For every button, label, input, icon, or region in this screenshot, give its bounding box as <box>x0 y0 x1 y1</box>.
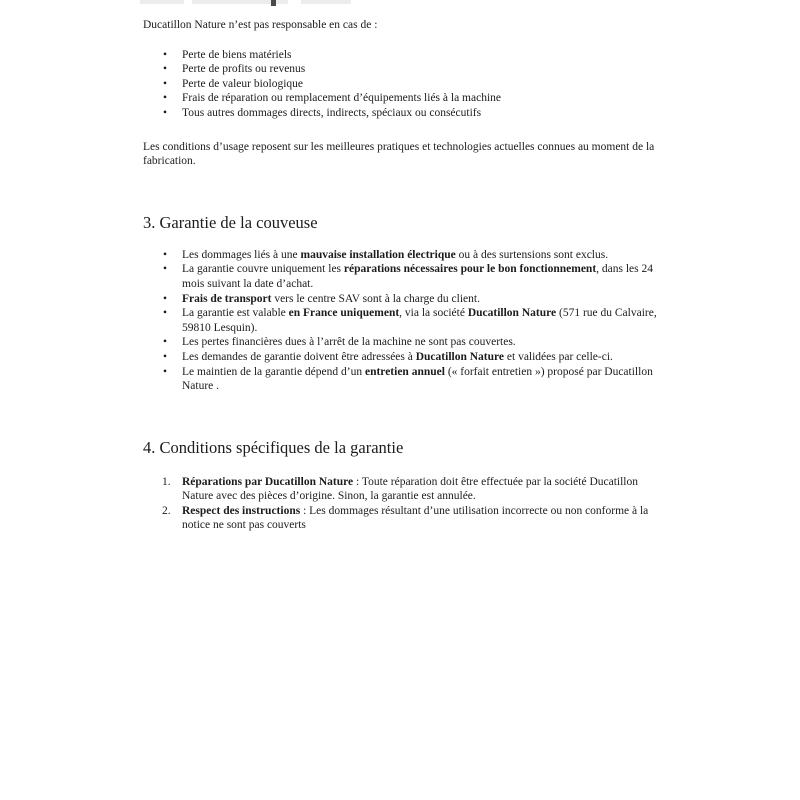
list-item: • Frais de réparation ou remplacement d’équipements liés à la machine <box>143 91 659 106</box>
list-item: • Perte de biens matériels <box>143 48 659 63</box>
list-item: • Le maintien de la garantie dépend d’un entretien annuel (« forfait entretien ») proposé par Ducatillon Nature . <box>143 365 659 394</box>
warranty-terms-list <box>143 248 659 394</box>
list-item: • Les pertes financières dues à l’arrêt de la machine ne sont pas couvertes. <box>143 335 659 350</box>
liability-exclusions-list <box>143 48 659 121</box>
section-4-heading: 4. Conditions spécifiques de la garantie <box>143 437 404 457</box>
list-item: • Tous autres dommages directs, indirects, spéciaux ou consécutifs <box>143 106 659 121</box>
list-item: • La garantie couvre uniquement les réparations nécessaires pour le bon fonctionnement, dans les 24 mois suivant la date d’achat. <box>143 262 659 291</box>
document-content <box>143 0 659 533</box>
list-item: Respect des instructions : Les dommages résultant d’une utilisation incorrecte ou non conforme à la notice ne sont pas couverts <box>182 504 649 532</box>
specific-conditions-list <box>143 475 659 533</box>
list-item: • Les dommages liés à une mauvaise installation électrique ou à des surtensions sont exclus. <box>143 248 659 263</box>
list-item: • Perte de valeur biologique <box>143 77 659 92</box>
list-item: • Frais de transport vers le centre SAV sont à la charge du client. <box>143 292 659 307</box>
list-item: • La garantie est valable en France uniquement, via la société Ducatillon Nature (571 rue du Calvaire, 59810 Lesquin). <box>143 306 659 335</box>
intro-paragraph: Ducatillon Nature n’est pas responsable en cas de : <box>143 19 378 31</box>
list-item: Réparations par Ducatillon Nature : Toute réparation doit être effectuée par la société Ducatillon Nature avec des pièces d’origine. Sinon, la garantie est annulée. <box>182 475 638 503</box>
list-item: • Perte de profits ou revenus <box>143 62 659 77</box>
list-item: • Les demandes de garantie doivent être adressées à Ducatillon Nature et validées par celle-ci. <box>143 350 659 365</box>
usage-conditions-paragraph: Les conditions d’usage reposent sur les meilleures pratiques et technologies actuelles connues au moment de la fabrication. <box>143 140 655 168</box>
section-3-heading: 3. Garantie de la couveuse <box>143 212 318 232</box>
